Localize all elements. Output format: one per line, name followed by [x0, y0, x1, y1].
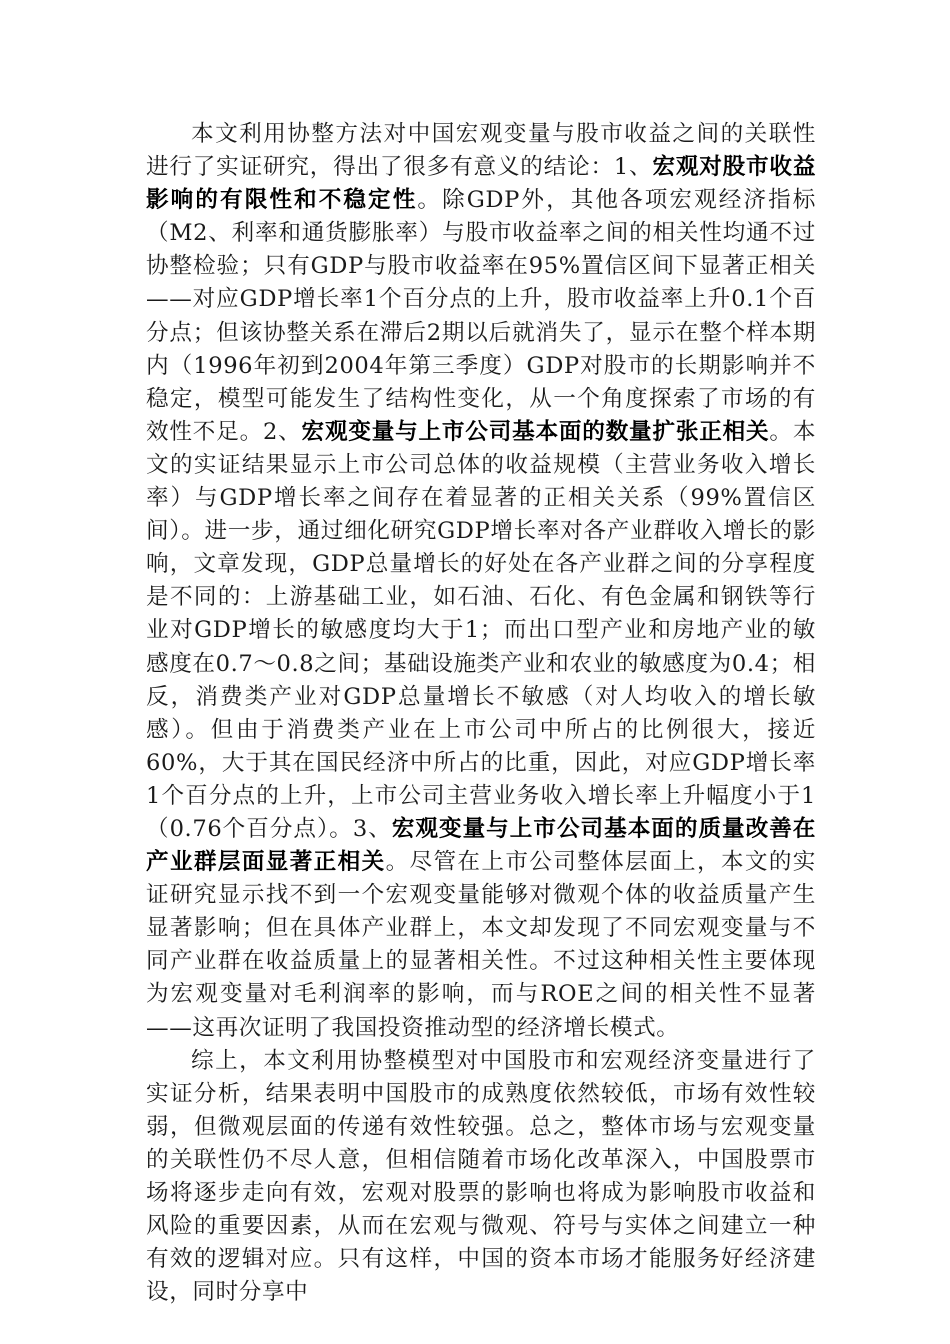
text-run: 。除GDP外，其他各项宏观经济指标（M2、利率和通货膨胀率）与股市收益率之间的相关性均通不过协整检验；只有GDP与股市收益率在95%置信区间下显著正相关——对应GDP增长率1个百分点的上升，股市收益率上升0.1个百分点；但该协整关系在滞后2期以后就消失了，显示在整个样本期内（1996年初到2004年第三季度）GDP对股市的长期影响并不稳定，模型可能发生了结构性变化，从一个角度探索了市场的有效性不足。2、 [146, 187, 816, 445]
text-run: 本文利用协整方法对中国宏观变量与股市收益之间的关联性进行了实证研究，得出了很多有意义的结论：1、 [146, 121, 816, 181]
text-run: 。本文的实证结果显示上市公司总体的收益规模（主营业务收入增长率）与GDP增长率之间存在着显著的正相关关系（99%置信区间）。进一步，通过细化研究GDP增长率对各产业群收入增长的影响，文章发现，GDP总量增长的好处在各产业群之间的分享程度是不同的：上游基础工业，如石油、石化、有色金属和钢铁等行业对GDP增长的敏感度均大于1；而出口型产业和房地产业的敏感度在0.7～0.8之间；基础设施类产业和农业的敏感度为0.4；相反，消费类产业对GDP总量增长不敏感（对人均收入的增长敏感）。但由于消费类产业在上市公司中所占的比例很大，接近60%，大于其在国民经济中所占的比重，因此，对应GDP增长率1个百分点的上升，上市公司主营业务收入增长率上升幅度小于1（0.76个百分点）。3、 [146, 418, 817, 842]
paragraph-summary: 综上，本文利用协整模型对中国股市和宏观经济变量进行了实证分析，结果表明中国股市的成熟度依然较低，市场有效性较弱，但微观层面的传递有效性较强。总之，整体市场与宏观变量的关联性仍不尽人意，但相信随着市场化改革深入，中国股票市场将逐步走向有效，宏观对股票的影响也将成为影响股市收益和风险的重要因素，从而在宏观与微观、符号与实体之间建立一种有效的逻辑对应。只有这样，中国的资本市场才能服务好经济建设，同时分享中 [146, 1047, 816, 1306]
bold-heading-1: 宏观对股市收益影响的有限性和不稳定性 [146, 154, 817, 214]
document-body [146, 118, 816, 1309]
text-run: 。尽管在上市公司整体层面上，本文的实证研究显示找不到一个宏观变量能够对微观个体的收益质量产生显著影响；但在具体产业群上，本文却发现了不同宏观变量与不同产业群在收益质量上的显著相关性。不过这种相关性主要体现为宏观变量对毛利润率的影响，而与ROE之间的相关性不显著——这再次证明了我国投资推动型的经济增长模式。 [146, 849, 816, 1041]
paragraph-conclusions [146, 118, 816, 1045]
bold-heading-3: 宏观变量与上市公司基本面的质量改善在产业群层面显著正相关 [146, 815, 816, 876]
bold-heading-2: 宏观变量与上市公司基本面的数量扩张正相关 [301, 418, 770, 445]
